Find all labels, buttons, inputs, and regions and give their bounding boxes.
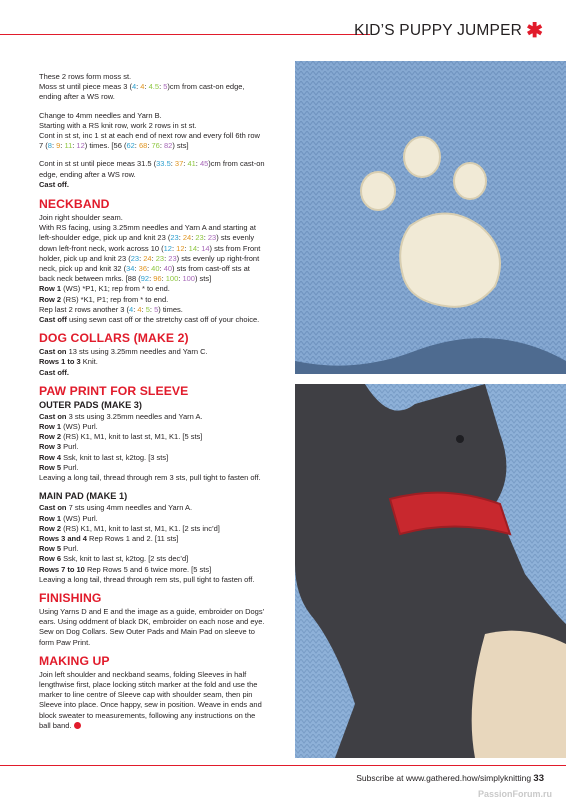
footer — [356, 773, 544, 784]
paw-print-sleeve-photo — [295, 61, 566, 374]
finishing-heading: FINISHING — [39, 590, 102, 605]
neckband-text: Join right shoulder seam. With RS facing, using 3.25mm needles and Yarn A and starting at left-shoulder edge, pick up and knit 23 (23: 24: 23: 23) sts evenly down left-front neck, work across 10 (12: 12: 14: 14) sts from Front holder, pick up and knit 23 (23: 24: 23: 23) sts evenly up right-front neck, pick up and knit 32 (34: 36: 40: 40) sts from cast-off sts at back neck between mrks. [88 (92: 96: 100: 100) sts] Row 1 (WS) *P1, K1; rep from * to end. Row 2 (RS) *K1, P1; rep from * to end. Rep last 2 rows another 3 (4: 4: 5: 5) times. Cast off using sewn cast off or the stretchy cast off of your choice. — [39, 213, 261, 325]
outer-pad-1 — [361, 172, 395, 210]
page-number: 33 — [533, 773, 544, 784]
watermark: PassionForum.ru — [477, 789, 552, 799]
paw-print-image — [295, 61, 566, 374]
header-rule — [0, 34, 370, 35]
footer-rule — [0, 765, 566, 766]
main-pad-heading: MAIN PAD (MAKE 1) — [39, 491, 128, 502]
outer-pad-3 — [454, 163, 486, 199]
subscribe-text: Subscribe at www.gathered.how/simplyknitting — [356, 773, 532, 783]
making-up-heading: MAKING UP — [39, 653, 110, 668]
asterisk-icon: ✱ — [526, 20, 543, 42]
pattern-column — [39, 72, 279, 731]
change-paragraph: Change to 4mm needles and Yarn B. Starting with a RS knit row, work 2 rows in st st. Cont in st st, inc 1 st at each end of next row and every foll 6th row 7 (8: 9: 11: 12) times. [56 (62: 68: 76: 82) sts] — [39, 110, 260, 151]
making-up-text: Join left shoulder and neckband seams, folding Sleeves in half lengthwise first, place locking stitch marker at the fold and use the marker to line centre of Sleeve cap with shoulder seam, then pin Sleeve into place. Once happy, sew in position. Weave in ends and block sweater to measurements, following any instructions on the ball band. — [39, 669, 262, 730]
collars-text: Cast on 13 sts using 3.25mm needles and Yarn C. Rows 1 to 3 Knit. Cast off. — [39, 347, 208, 377]
dog-motif-image — [295, 384, 566, 758]
dog-motif-photo — [295, 384, 566, 758]
outer-pad-2 — [404, 137, 440, 177]
outer-pads-heading: OUTER PADS (MAKE 3) — [39, 399, 142, 410]
collars-heading: DOG COLLARS (MAKE 2) — [39, 331, 189, 346]
cont-paragraph: Cont in st st until piece meas 31.5 (33.5: 37: 41: 45)cm from cast-on edge, ending after a WS row. Cast off. — [39, 159, 265, 189]
paw-heading: PAW PRINT FOR SLEEVE — [39, 383, 189, 398]
page-title: KID’S PUPPY JUMPER — [354, 22, 522, 39]
neckband-heading: NECKBAND — [39, 197, 110, 212]
bullet-end-icon — [74, 722, 81, 729]
outer-pads-text: Cast on 3 sts using 3.25mm needles and Yarn A. Row 1 (WS) Purl. Row 2 (RS) K1, M1, knit to last st, M1, K1. [5 sts] Row 3 Purl. Row 4 Ssk, knit to last st, k2tog. [3 sts] Row 5 Purl. Leaving a long tail, thread through rem 3 sts, pull tight to fasten off. — [39, 411, 261, 483]
main-pad-text: Cast on 7 sts using 4mm needles and Yarn A. Row 1 (WS) Purl. Row 2 (RS) K1, M1, knit to last st, M1, K1. [2 sts inc’d] Rows 3 and 4 Rep Rows 1 and 2. [11 sts] Row 5 Purl. Row 6 Ssk, knit to last st, k2tog. [2 sts dec’d] Rows 7 to 10 Rep Rows 5 and 6 twice more. [5 sts] Leaving a long tail, thread through rem sts, pull tight to fasten off. — [39, 503, 255, 584]
finishing-text: Using Yarns D and E and the image as a guide, embroider on Dogs’ ears. Using oddment of black DK, embroider on each nose and eye. Sew on Dog Collars. Sew Outer Pads and Main Pad on sleeve to form Paw Print. — [39, 606, 265, 647]
intro-paragraph: These 2 rows form moss st. Moss st until piece meas 3 (4: 4: 4.5: 5)cm from cast-on edge, ending after a WS row. — [39, 72, 245, 102]
